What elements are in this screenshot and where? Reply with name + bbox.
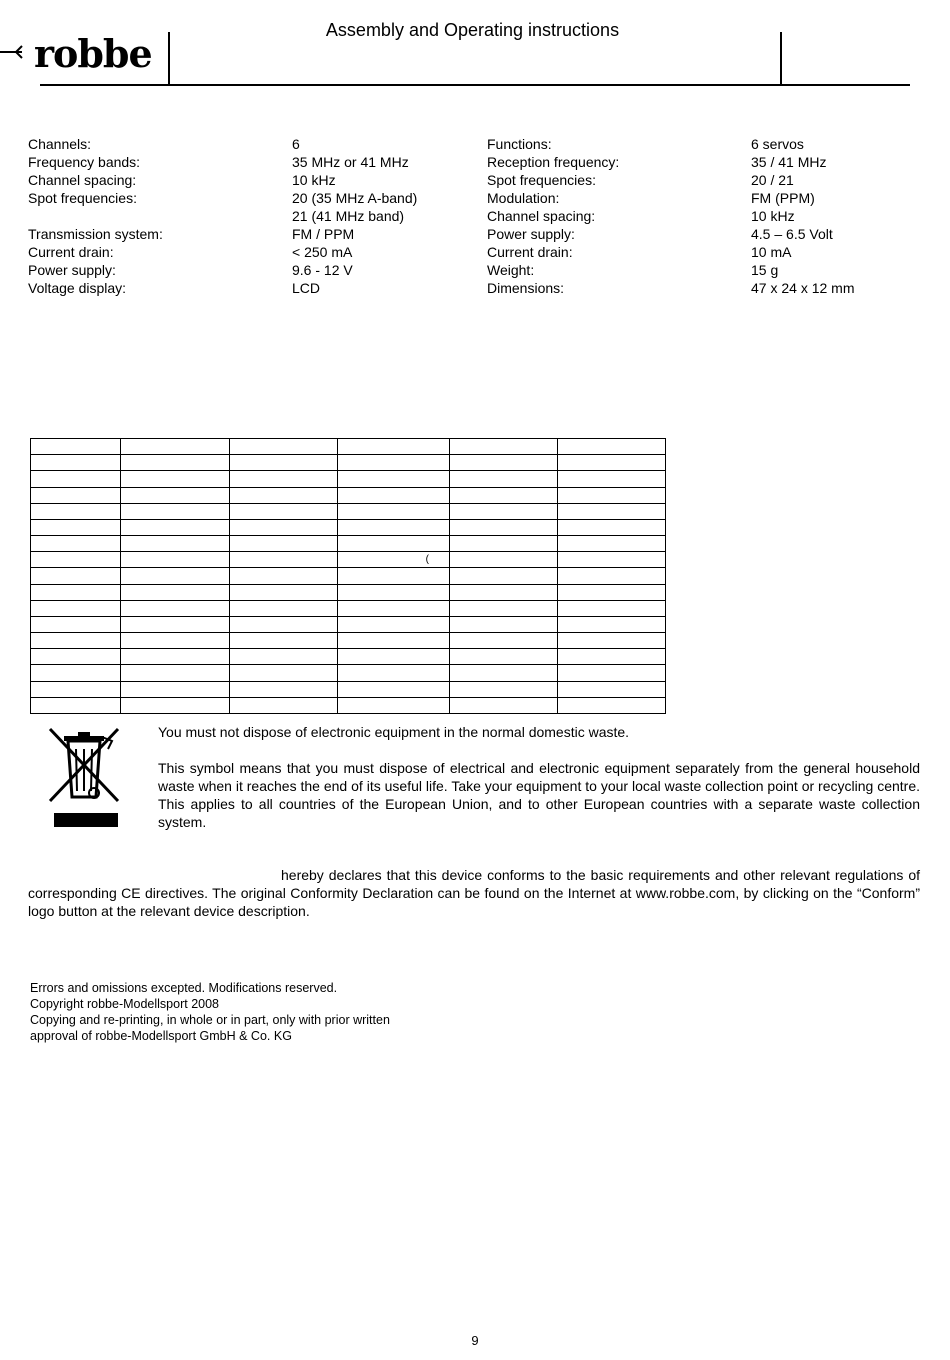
table-cell — [450, 455, 558, 471]
spec-value: 20 / 21 — [751, 172, 794, 188]
table-cell — [31, 584, 121, 600]
spec-label: Spot frequencies: — [28, 190, 137, 206]
page-number: 9 — [471, 1333, 479, 1348]
table-cell — [338, 487, 450, 503]
table-cell — [121, 665, 230, 681]
table-cell — [450, 649, 558, 665]
table-cell — [338, 455, 450, 471]
table-cell — [121, 536, 230, 552]
table-cell — [230, 697, 338, 713]
table-cell — [121, 600, 230, 616]
table-cell — [121, 471, 230, 487]
table-cell — [121, 439, 230, 455]
table-cell — [31, 519, 121, 535]
table-cell — [558, 649, 666, 665]
table-cell — [121, 455, 230, 471]
spec-row — [28, 135, 468, 153]
table-cell — [121, 616, 230, 632]
table-cell — [338, 649, 450, 665]
table-cell — [31, 503, 121, 519]
spec-value: 47 x 24 x 12 mm — [751, 280, 855, 296]
table-row — [31, 519, 666, 535]
spec-value: 6 — [292, 136, 300, 152]
logo-mark-icon — [0, 44, 34, 64]
spec-value: 20 (35 MHz A-band) — [292, 190, 418, 206]
table-cell — [450, 681, 558, 697]
table-row — [31, 471, 666, 487]
table-cell — [338, 616, 450, 632]
spec-row — [487, 225, 927, 243]
spec-row — [487, 261, 927, 279]
table-cell — [31, 487, 121, 503]
spec-label: Power supply: — [28, 262, 116, 278]
table-cell — [338, 519, 450, 535]
weee-notice: You must not dispose of electronic equipment in the normal domestic waste. — [158, 724, 630, 740]
spec-row — [28, 243, 468, 261]
table-body — [31, 439, 666, 714]
spec-row — [28, 189, 468, 207]
table-cell — [450, 536, 558, 552]
table-cell — [558, 633, 666, 649]
table-cell — [230, 439, 338, 455]
table-row — [31, 616, 666, 632]
ce-declaration: hereby declares that this device conforms to the basic requirements and other relevant regulations of corresponding CE directives. The original Conformity Declaration can be found on the Internet at www.robbe.com, by clicking on the “Conform” logo button at the relevant device description. — [28, 867, 920, 919]
table-cell — [558, 455, 666, 471]
table-cell — [558, 568, 666, 584]
spec-label: Current drain: — [28, 244, 114, 260]
copyright-block — [30, 980, 390, 1044]
table-cell — [558, 584, 666, 600]
table-cell — [31, 455, 121, 471]
logo-text: robbe — [34, 31, 152, 76]
transmitter-specs — [28, 135, 468, 297]
table-cell — [121, 568, 230, 584]
table-cell: ( — [338, 552, 450, 568]
spec-row — [28, 171, 468, 189]
weee-explanation: This symbol means that you must dispose of electrical and electronic equipment separately from the general household waste when it reaches the end of its useful life. Take your equipment to your local waste collection point or recycling centre. This applies to all countries of the European Union, and to other European countries with a separate waste collection system. — [158, 760, 920, 830]
table-cell — [230, 584, 338, 600]
table-cell — [338, 584, 450, 600]
table-cell — [31, 439, 121, 455]
table-row — [31, 681, 666, 697]
table-cell — [31, 568, 121, 584]
table-cell — [31, 697, 121, 713]
table-cell — [338, 439, 450, 455]
spec-row — [487, 171, 927, 189]
table-row — [31, 487, 666, 503]
table-cell — [558, 519, 666, 535]
empty-data-table — [30, 438, 666, 714]
table-cell — [31, 681, 121, 697]
table-cell — [558, 697, 666, 713]
spec-row — [487, 279, 927, 297]
spec-label: Channels: — [28, 136, 92, 152]
spec-label: Weight: — [487, 262, 535, 278]
spec-row — [487, 153, 927, 171]
table-cell — [558, 536, 666, 552]
table-cell — [121, 697, 230, 713]
spec-label: Current drain: — [487, 244, 573, 260]
table-cell — [230, 681, 338, 697]
spec-row — [487, 135, 927, 153]
table-cell — [338, 471, 450, 487]
spec-label: Voltage display: — [28, 280, 127, 296]
table-cell — [450, 487, 558, 503]
spec-value: 4.5 – 6.5 Volt — [751, 226, 833, 242]
spec-value: 35 / 41 MHz — [751, 154, 827, 170]
spec-row — [487, 243, 927, 261]
table-cell — [450, 568, 558, 584]
table-cell — [450, 616, 558, 632]
table-row — [31, 665, 666, 681]
spec-value: 6 servos — [751, 136, 804, 152]
table-row — [31, 439, 666, 455]
table-cell — [121, 487, 230, 503]
spec-label: Frequency bands: — [28, 154, 141, 170]
table-cell — [338, 681, 450, 697]
table-cell — [31, 633, 121, 649]
table-cell — [450, 471, 558, 487]
table-cell — [558, 487, 666, 503]
receiver-specs — [487, 135, 927, 297]
spec-label: Transmission system: — [28, 226, 163, 242]
table-row — [31, 455, 666, 471]
spec-row — [28, 261, 468, 279]
spec-row — [28, 207, 468, 225]
spec-label: Functions: — [487, 136, 552, 152]
table-cell — [450, 519, 558, 535]
table-cell — [31, 665, 121, 681]
spec-label: Dimensions: — [487, 280, 565, 296]
table-cell — [558, 552, 666, 568]
table-cell — [450, 697, 558, 713]
table-cell — [338, 600, 450, 616]
spec-label: Reception frequency: — [487, 154, 620, 170]
spec-value: LCD — [292, 280, 321, 296]
table-row — [31, 600, 666, 616]
table-cell — [230, 487, 338, 503]
spec-row — [28, 153, 468, 171]
table-cell — [230, 616, 338, 632]
table-cell — [338, 665, 450, 681]
table-cell — [558, 503, 666, 519]
table-cell — [558, 439, 666, 455]
robbe-logo — [0, 31, 160, 76]
table-cell — [450, 633, 558, 649]
spec-value: 9.6 - 12 V — [292, 262, 353, 278]
copyright-line: approval of robbe-Modellsport GmbH & Co. KG — [30, 1029, 292, 1043]
table-row — [31, 584, 666, 600]
spec-value: 35 MHz or 41 MHz — [292, 154, 409, 170]
table-cell — [450, 503, 558, 519]
table-cell — [230, 568, 338, 584]
copyright-line: Copying and re-printing, in whole or in part, only with prior written — [30, 1013, 390, 1027]
table-cell — [338, 697, 450, 713]
table-row — [31, 552, 666, 568]
copyright-line: Copyright robbe-Modellsport 2008 — [30, 997, 219, 1011]
spec-label: Channel spacing: — [487, 208, 596, 224]
table-cell — [338, 568, 450, 584]
table-cell — [558, 681, 666, 697]
spec-row — [28, 225, 468, 243]
table-cell — [121, 503, 230, 519]
table-cell — [230, 633, 338, 649]
table-cell — [230, 665, 338, 681]
spec-value: 10 kHz — [751, 208, 795, 224]
copyright-line: Errors and omissions excepted. Modifications reserved. — [30, 981, 338, 995]
table-cell — [338, 503, 450, 519]
table-cell — [31, 471, 121, 487]
table-cell — [450, 584, 558, 600]
page-title: Assembly and Operating instructions — [325, 20, 620, 40]
spec-value: 15 g — [751, 262, 779, 278]
table-cell — [121, 552, 230, 568]
table-cell — [230, 471, 338, 487]
table-cell — [558, 471, 666, 487]
crossed-out-wheelie-bin-icon — [46, 727, 122, 829]
table-cell — [558, 600, 666, 616]
spec-label: Channel spacing: — [28, 172, 137, 188]
table-row — [31, 633, 666, 649]
spec-value: 10 mA — [751, 244, 792, 260]
spec-label: Power supply: — [487, 226, 575, 242]
spec-value: 10 kHz — [292, 172, 336, 188]
spec-row — [487, 207, 927, 225]
spec-row — [28, 279, 468, 297]
table-cell — [450, 552, 558, 568]
spec-label: Modulation: — [487, 190, 560, 206]
table-cell — [450, 439, 558, 455]
table-cell — [31, 552, 121, 568]
table-cell — [230, 455, 338, 471]
table-row — [31, 536, 666, 552]
table-cell — [450, 600, 558, 616]
table-cell — [230, 519, 338, 535]
table-cell — [230, 649, 338, 665]
spec-label: Spot frequencies: — [487, 172, 596, 188]
table-cell — [31, 536, 121, 552]
header-rule — [40, 84, 910, 86]
header-divider-right — [780, 32, 782, 84]
table-cell — [558, 665, 666, 681]
table-row — [31, 649, 666, 665]
spec-value: FM (PPM) — [751, 190, 815, 206]
spec-value: FM / PPM — [292, 226, 355, 242]
table-row — [31, 697, 666, 713]
table-cell — [121, 519, 230, 535]
table-cell — [31, 649, 121, 665]
table-cell — [31, 600, 121, 616]
table-cell — [121, 681, 230, 697]
table-cell — [558, 616, 666, 632]
table-cell — [230, 536, 338, 552]
table-row — [31, 568, 666, 584]
spec-row — [487, 189, 927, 207]
table-cell — [121, 649, 230, 665]
table-cell — [121, 633, 230, 649]
table-cell — [230, 503, 338, 519]
table-cell — [31, 616, 121, 632]
table-cell — [338, 633, 450, 649]
spec-value: < 250 mA — [292, 244, 353, 260]
table-cell — [230, 600, 338, 616]
table-row — [31, 503, 666, 519]
table-cell — [450, 665, 558, 681]
table-cell — [338, 536, 450, 552]
spec-value: 21 (41 MHz band) — [292, 208, 405, 224]
table-cell — [230, 552, 338, 568]
table-cell — [121, 584, 230, 600]
